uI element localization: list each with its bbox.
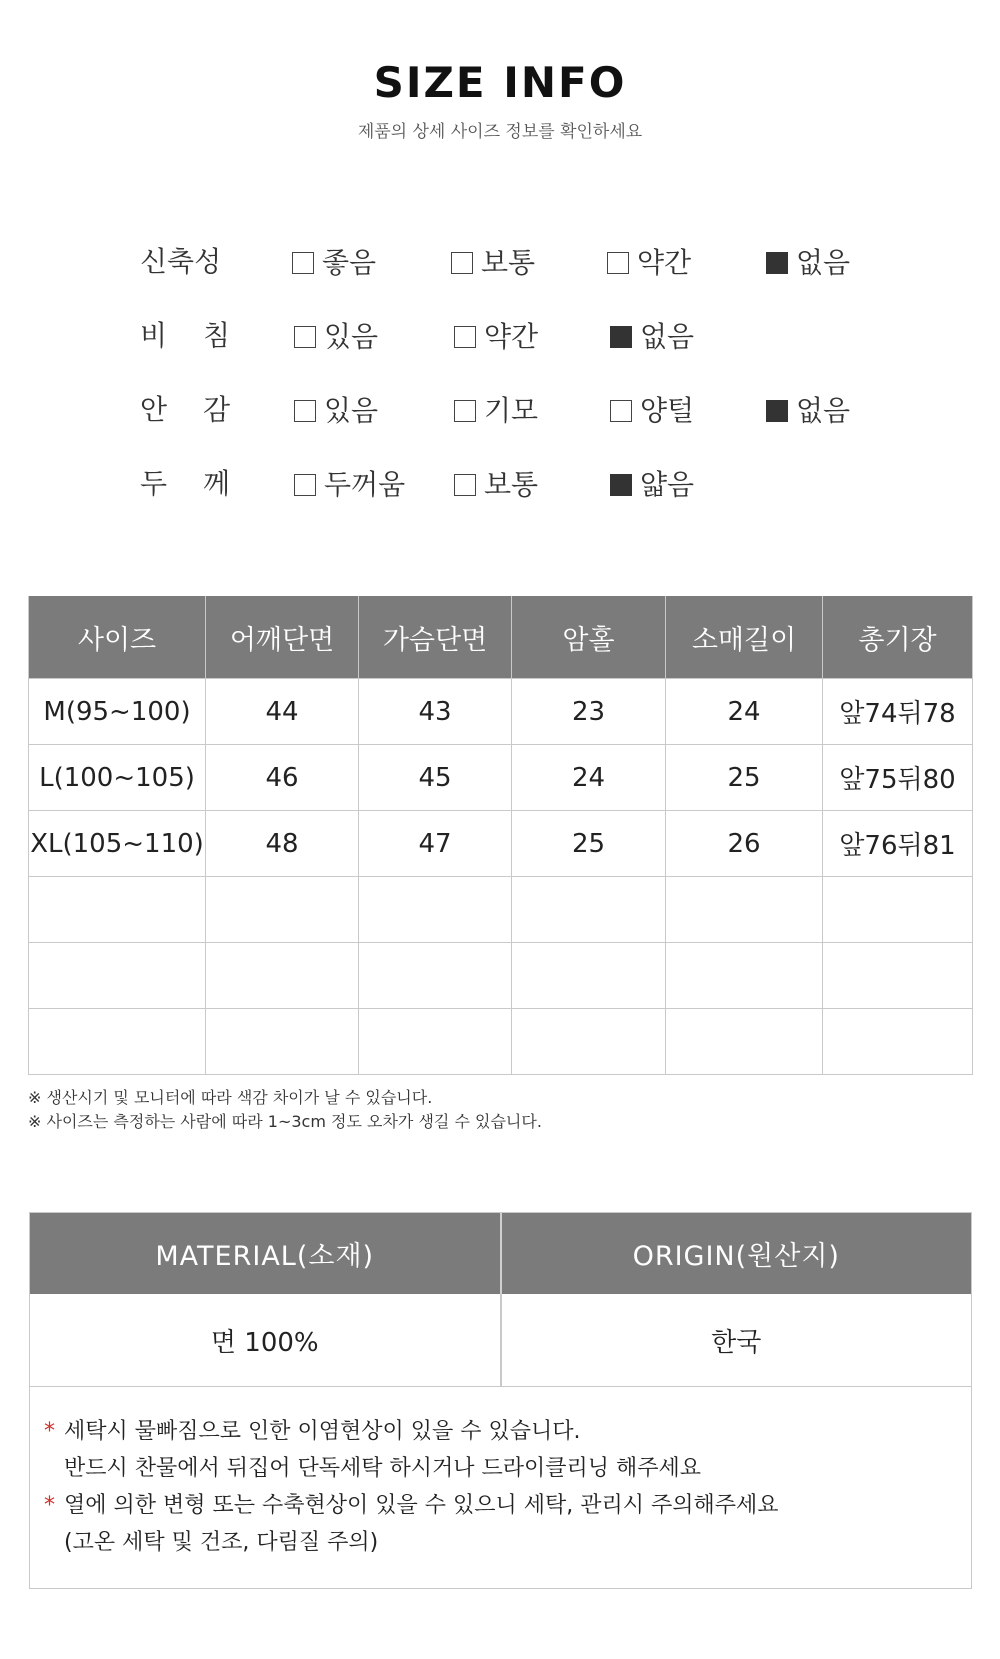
attribute-row-sheerness (0, 316, 1000, 356)
option-none[interactable] (610, 322, 694, 352)
checkbox[interactable] (451, 252, 473, 274)
option-slight[interactable] (454, 322, 538, 352)
care-line (44, 1413, 779, 1450)
table-cell: XL(105~110) (29, 811, 206, 877)
material-header: MATERIAL(소재) (30, 1213, 500, 1294)
table-row (29, 679, 973, 745)
table-cell (206, 1009, 359, 1075)
option-thin[interactable] (610, 470, 694, 500)
table-cell: 26 (666, 811, 823, 877)
table-cell: 47 (359, 811, 512, 877)
column-header: 암홀 (512, 596, 666, 679)
attribute-row-elasticity (0, 242, 1000, 282)
option-normal[interactable] (454, 470, 538, 500)
table-cell (666, 943, 823, 1009)
care-text: 세탁시 물빠짐으로 인한 이염현상이 있을 수 있습니다. (64, 1419, 581, 1444)
option-label: 있음 (324, 320, 379, 353)
note-text: ※ 생산시기 및 모니터에 따라 색감 차이가 날 수 있습니다. (28, 1088, 433, 1107)
care-text: (고온 세탁 및 건조, 다림질 주의) (64, 1530, 379, 1555)
option-none[interactable] (766, 248, 850, 278)
option-brushed[interactable] (454, 396, 538, 426)
attribute-label-text: 두 (140, 467, 168, 500)
option-label: 없음 (640, 320, 695, 353)
checkbox[interactable] (294, 326, 316, 348)
care-line (44, 1487, 779, 1524)
option-yes[interactable] (294, 322, 378, 352)
table-cell: 25 (512, 811, 666, 877)
table-cell (206, 877, 359, 943)
table-cell (359, 1009, 512, 1075)
attribute-label-text: 감 (202, 393, 230, 426)
option-label: 얇음 (640, 468, 695, 501)
material-value-row (30, 1294, 971, 1387)
table-cell: 23 (512, 679, 666, 745)
option-slight[interactable] (607, 248, 691, 278)
page-title: SIZE INFO (373, 58, 627, 107)
option-label: 없음 (796, 246, 851, 279)
checkbox[interactable] (454, 474, 476, 496)
option-label: 양털 (640, 394, 695, 427)
checkbox[interactable] (610, 400, 632, 422)
table-cell: 46 (206, 745, 359, 811)
table-cell: 43 (359, 679, 512, 745)
column-header: 어깨단면 (206, 596, 359, 679)
option-label: 보통 (481, 246, 536, 279)
checkbox-checked[interactable] (766, 400, 788, 422)
attribute-label-text: 안 (140, 393, 168, 426)
care-line (44, 1524, 779, 1561)
page-subtitle: 제품의 상세 사이즈 정보를 확인하세요 (357, 122, 643, 142)
checkbox-checked[interactable] (610, 326, 632, 348)
attribute-label-text: 께 (202, 467, 230, 500)
table-cell (206, 943, 359, 1009)
table-row-empty (29, 943, 973, 1009)
column-header: 가슴단면 (359, 596, 512, 679)
table-cell (823, 1009, 973, 1075)
asterisk-icon: * (44, 1419, 55, 1444)
attribute-label (140, 468, 230, 500)
attribute-label-text: 신축성 (140, 245, 222, 278)
table-cell: 44 (206, 679, 359, 745)
table-cell (512, 1009, 666, 1075)
note-text: ※ 사이즈는 측정하는 사람에 따라 1~3cm 정도 오차가 생길 수 있습니다. (28, 1112, 542, 1131)
table-cell (666, 1009, 823, 1075)
table-row (29, 811, 973, 877)
attribute-label (140, 394, 230, 426)
option-label: 좋음 (322, 246, 377, 279)
attribute-row-lining (0, 390, 1000, 430)
material-box (29, 1212, 972, 1589)
table-cell (823, 877, 973, 943)
attribute-label-text: 침 (202, 319, 230, 352)
checkbox[interactable] (294, 400, 316, 422)
table-cell (512, 877, 666, 943)
option-label: 기모 (484, 394, 539, 427)
option-yes[interactable] (294, 396, 378, 426)
table-cell: L(100~105) (29, 745, 206, 811)
option-label: 두꺼움 (324, 468, 406, 501)
table-row (29, 745, 973, 811)
table-cell: 앞75뒤80 (823, 745, 973, 811)
care-text: 반드시 찬물에서 뒤집어 단독세탁 하시거나 드라이클리닝 해주세요 (64, 1456, 702, 1481)
table-cell (666, 877, 823, 943)
option-good[interactable] (292, 248, 376, 278)
attribute-label-text: 비 (140, 319, 168, 352)
checkbox-checked[interactable] (766, 252, 788, 274)
table-row-empty (29, 877, 973, 943)
option-label: 약간 (484, 320, 539, 353)
table-cell: 25 (666, 745, 823, 811)
column-header: 사이즈 (29, 596, 206, 679)
size-table (28, 596, 973, 1075)
table-cell: 48 (206, 811, 359, 877)
table-cell: 45 (359, 745, 512, 811)
column-header: 소매길이 (666, 596, 823, 679)
material-value: 면 100% (210, 1327, 319, 1358)
attribute-row-thickness (0, 464, 1000, 504)
table-cell (512, 943, 666, 1009)
table-header-row (29, 596, 973, 679)
care-instructions (44, 1413, 779, 1561)
table-cell (823, 943, 973, 1009)
origin-value: 한국 (500, 1294, 972, 1386)
asterisk-icon: * (44, 1493, 55, 1518)
material-header-row (30, 1213, 971, 1294)
table-cell (29, 1009, 206, 1075)
size-notes (28, 1086, 542, 1134)
option-label: 약간 (637, 246, 692, 279)
checkbox[interactable] (454, 326, 476, 348)
care-text: 열에 의한 변형 또는 수축현상이 있을 수 있으니 세탁, 관리시 주의해주세요 (64, 1493, 779, 1518)
table-cell (29, 877, 206, 943)
option-none[interactable] (766, 396, 850, 426)
checkbox[interactable] (292, 252, 314, 274)
checkbox-checked[interactable] (610, 474, 632, 496)
checkbox[interactable] (607, 252, 629, 274)
option-normal[interactable] (451, 248, 535, 278)
option-label: 없음 (796, 394, 851, 427)
table-cell: 앞74뒤78 (823, 679, 973, 745)
option-label: 보통 (484, 468, 539, 501)
indent-spacer (44, 1450, 64, 1487)
care-line (44, 1450, 779, 1487)
checkbox[interactable] (294, 474, 316, 496)
table-cell (29, 943, 206, 1009)
table-cell: 앞76뒤81 (823, 811, 973, 877)
origin-header: ORIGIN(원산지) (500, 1213, 972, 1294)
table-cell: M(95~100) (29, 679, 206, 745)
table-cell (359, 877, 512, 943)
option-thick[interactable] (294, 470, 405, 500)
column-header: 총기장 (823, 596, 973, 679)
table-cell: 24 (512, 745, 666, 811)
attribute-label (140, 320, 230, 352)
attribute-label (140, 246, 230, 278)
indent-spacer (44, 1524, 64, 1561)
checkbox[interactable] (454, 400, 476, 422)
option-label: 있음 (324, 394, 379, 427)
table-cell (359, 943, 512, 1009)
table-row-empty (29, 1009, 973, 1075)
table-cell: 24 (666, 679, 823, 745)
option-fleece[interactable] (610, 396, 694, 426)
